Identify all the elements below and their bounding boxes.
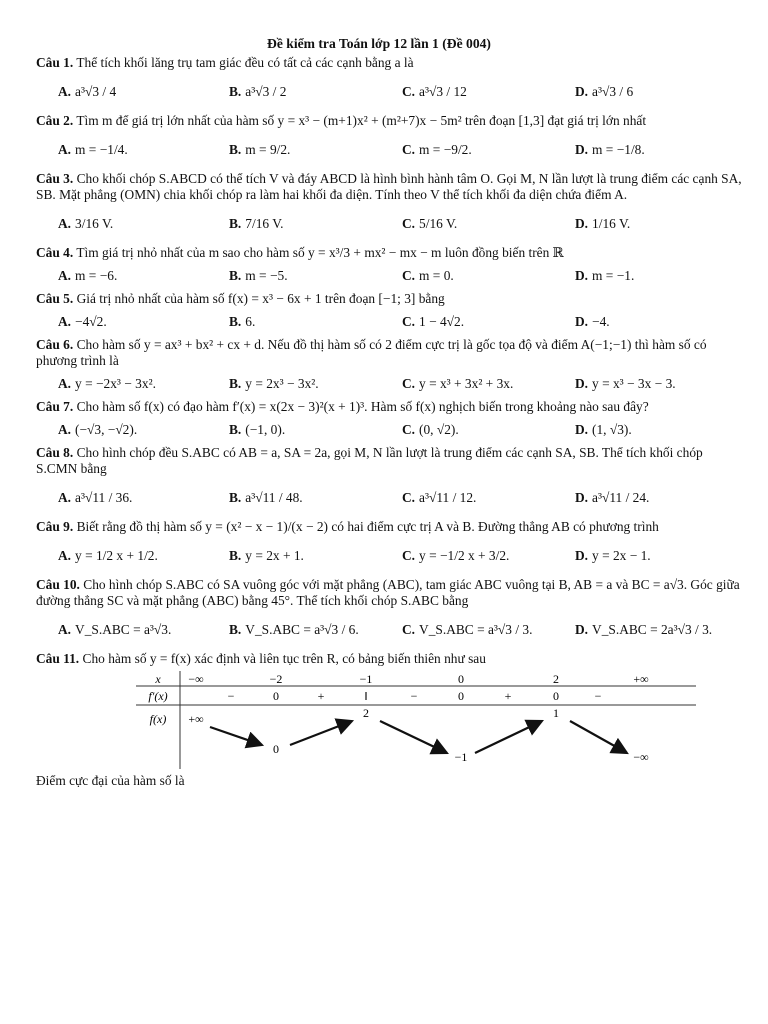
option-c[interactable]: C. V_S.ABC = a³√3 / 3. <box>402 622 533 637</box>
option-d[interactable]: D. 1/16 V. <box>575 216 631 231</box>
x-value: −2 <box>269 672 283 686</box>
question-text: Tìm m để giá trị lớn nhất của hàm số y = x³ − (m+1)x² + (m²+7)x − 5m² trên đoạn [1,3] đạt giá trị lớn nhất <box>76 113 647 128</box>
option-a[interactable]: A. −4√2. <box>58 314 107 329</box>
x-value: 2 <box>553 672 559 686</box>
option-c[interactable]: C. y = −1/2 x + 3/2. <box>402 548 510 563</box>
row-label-x: x <box>155 672 161 686</box>
option-b[interactable]: B. m = 9/2. <box>229 142 291 157</box>
option-a[interactable]: A. a³√3 / 4 <box>58 84 117 99</box>
question-text: Cho hàm số y = f(x) xác định và liên tục trên R, có bảng biến thiên như sau <box>82 651 486 666</box>
variation-arrow <box>290 721 352 745</box>
f-value: 0 <box>273 742 279 756</box>
question-8 <box>36 445 744 477</box>
options-q9 <box>58 539 744 573</box>
derivative-sign: + <box>317 689 325 703</box>
option-a[interactable]: A. a³√11 / 36. <box>58 490 133 505</box>
option-a[interactable]: A. y = −2x³ − 3x². <box>58 376 156 391</box>
question-text: Tìm giá trị nhỏ nhất của m sao cho hàm số y = x³/3 + mx² − mx − m luôn đồng biến trên ℝ <box>76 245 564 260</box>
x-value: −∞ <box>188 672 204 686</box>
option-b[interactable]: B. 7/16 V. <box>229 216 284 231</box>
variation-arrow <box>475 721 542 753</box>
derivative-sign: 0 <box>273 689 279 703</box>
question-label: Câu 2. <box>36 113 74 128</box>
option-b[interactable]: B. y = 2x³ − 3x². <box>229 376 319 391</box>
question-label: Câu 5. <box>36 291 74 306</box>
derivative-sign: − <box>410 689 418 703</box>
option-a[interactable]: A. V_S.ABC = a³√3. <box>58 622 172 637</box>
option-a[interactable]: A. m = −1/4. <box>58 142 128 157</box>
options-q7 <box>58 419 744 441</box>
variation-arrow <box>210 727 262 745</box>
question-5 <box>36 291 744 307</box>
question-10 <box>36 577 744 609</box>
question-text: Thể tích khối lăng trụ tam giác đều có tất cả các cạnh bằng a là <box>76 55 414 70</box>
f-value: 1 <box>553 706 559 720</box>
x-value: 0 <box>458 672 464 686</box>
option-a[interactable]: A. m = −6. <box>58 268 118 283</box>
variation-arrow <box>570 721 627 753</box>
derivative-sign: 0 <box>553 689 559 703</box>
question-2 <box>36 113 744 129</box>
question-label: Câu 3. <box>36 171 74 186</box>
option-c[interactable]: C. 5/16 V. <box>402 216 458 231</box>
question-label: Câu 7. <box>36 399 74 414</box>
question-label: Câu 1. <box>36 55 74 70</box>
f-value: +∞ <box>188 712 204 726</box>
question-text: Cho hàm số y = ax³ + bx² + cx + d. Nếu đồ thị hàm số có 2 điểm cực trị là gốc tọa độ và điểm A(−1;−1) thì hàm số có phương trình là <box>36 337 707 368</box>
option-c[interactable]: C. 1 − 4√2. <box>402 314 465 329</box>
option-c[interactable]: C. y = x³ + 3x² + 3x. <box>402 376 514 391</box>
f-value: 2 <box>363 706 369 720</box>
question-7 <box>36 399 744 415</box>
options-q10 <box>58 613 744 647</box>
option-c[interactable]: C. m = 0. <box>402 268 454 283</box>
question-text: Cho hình chóp đều S.ABC có AB = a, SA = 2a, gọi M, N lần lượt là trung điểm các cạnh SA, SB. Thể tích khối chóp S.CMN bằng <box>36 445 703 476</box>
row-label-derivative: f′(x) <box>148 689 168 703</box>
row-label-f: f(x) <box>149 712 167 726</box>
derivative-sign: − <box>594 689 602 703</box>
question-label: Câu 6. <box>36 337 74 352</box>
option-d[interactable]: D. m = −1. <box>575 268 635 283</box>
option-b[interactable]: B. y = 2x + 1. <box>229 548 304 563</box>
variation-arrow <box>380 721 447 753</box>
x-value: −1 <box>359 672 373 686</box>
option-d[interactable]: D. −4. <box>575 314 610 329</box>
derivative-sign: 0 <box>458 689 464 703</box>
f-value: −1 <box>454 750 468 764</box>
option-b[interactable]: B. m = −5. <box>229 268 288 283</box>
question-label: Câu 10. <box>36 577 80 592</box>
option-a[interactable]: A. (−√3, −√2). <box>58 422 138 437</box>
option-b[interactable]: B. a³√11 / 48. <box>229 490 303 505</box>
question-text: Biết rằng đồ thị hàm số y = (x² − x − 1)/(x − 2) có hai điểm cực trị A và B. Đường thẳng AB có phương trình <box>76 519 659 534</box>
options-q5 <box>58 311 744 333</box>
options-q3 <box>58 207 744 241</box>
option-c[interactable]: C. a³√3 / 12 <box>402 84 467 99</box>
option-b[interactable]: B. a³√3 / 2 <box>229 84 287 99</box>
f-value: −∞ <box>633 750 649 764</box>
options-q1 <box>58 75 744 109</box>
option-d[interactable]: D. (1, √3). <box>575 422 632 437</box>
option-b[interactable]: B. V_S.ABC = a³√3 / 6. <box>229 622 359 637</box>
option-d[interactable]: D. V_S.ABC = 2a³√3 / 3. <box>575 622 713 637</box>
question-label: Câu 8. <box>36 445 74 460</box>
option-c[interactable]: C. (0, √2). <box>402 422 459 437</box>
variation-table <box>136 671 696 769</box>
option-a[interactable]: A. y = 1/2 x + 1/2. <box>58 548 158 563</box>
x-value: +∞ <box>633 672 649 686</box>
exam-title: Đề kiểm tra Toán lớp 12 lần 1 (Đề 004) <box>267 36 491 51</box>
derivative-sign: − <box>227 689 235 703</box>
question-text: Giá trị nhỏ nhất của hàm số f(x) = x³ − 6x + 1 trên đoạn [−1; 3] bằng <box>76 291 445 306</box>
question-4 <box>36 245 744 261</box>
closing-text: Điểm cực đại của hàm số là <box>36 773 185 788</box>
question-text: Cho khối chóp S.ABCD có thể tích V và đáy ABCD là hình bình hành tâm O. Gọi M, N lần lượt là trung điểm các cạnh SA, SB. Mặt phẳng (OMN) chia khối chóp ra làm hai khối đa diện. Tính theo V thể tích khối đa diện chứa điểm A. <box>36 171 742 202</box>
question-text: Cho hình chóp S.ABC có SA vuông góc với mặt phẳng (ABC), tam giác ABC vuông tại B, AB = a và BC = a√3. Góc giữa đường thẳng SC và mặt phẳng (ABC) bằng 45°. Thể tích khối chóp S.ABC bằng <box>36 577 740 608</box>
option-c[interactable]: C. a³√11 / 12. <box>402 490 477 505</box>
question-label: Câu 9. <box>36 519 74 534</box>
derivative-sign: + <box>504 689 512 703</box>
question-3 <box>36 171 744 203</box>
options-q8 <box>58 481 744 515</box>
options-q6 <box>58 373 744 395</box>
option-d[interactable]: D. y = 2x − 1. <box>575 548 651 563</box>
option-d[interactable]: D. a³√3 / 6 <box>575 84 634 99</box>
question-6 <box>36 337 744 369</box>
option-d[interactable]: D. y = x³ − 3x − 3. <box>575 376 676 391</box>
question-11 <box>36 651 744 667</box>
question-label: Câu 11. <box>36 651 80 666</box>
question-text: Cho hàm số f(x) có đạo hàm f′(x) = x(2x − 3)²(x + 1)³. Hàm số f(x) nghịch biến trong khoảng nào sau đây? <box>76 399 649 414</box>
derivative-sign: ‖ <box>364 689 368 703</box>
option-c[interactable]: C. m = −9/2. <box>402 142 472 157</box>
option-d[interactable]: D. m = −1/8. <box>575 142 645 157</box>
option-b[interactable]: B. (−1, 0). <box>229 422 286 437</box>
question-label: Câu 4. <box>36 245 74 260</box>
variation-table-svg <box>136 671 696 769</box>
option-a[interactable]: A. 3/16 V. <box>58 216 114 231</box>
question-9 <box>36 519 744 535</box>
option-d[interactable]: D. a³√11 / 24. <box>575 490 650 505</box>
options-q4 <box>58 265 744 287</box>
options-q2 <box>58 133 744 167</box>
option-b[interactable]: B. 6. <box>229 314 256 329</box>
question-1 <box>36 55 744 71</box>
